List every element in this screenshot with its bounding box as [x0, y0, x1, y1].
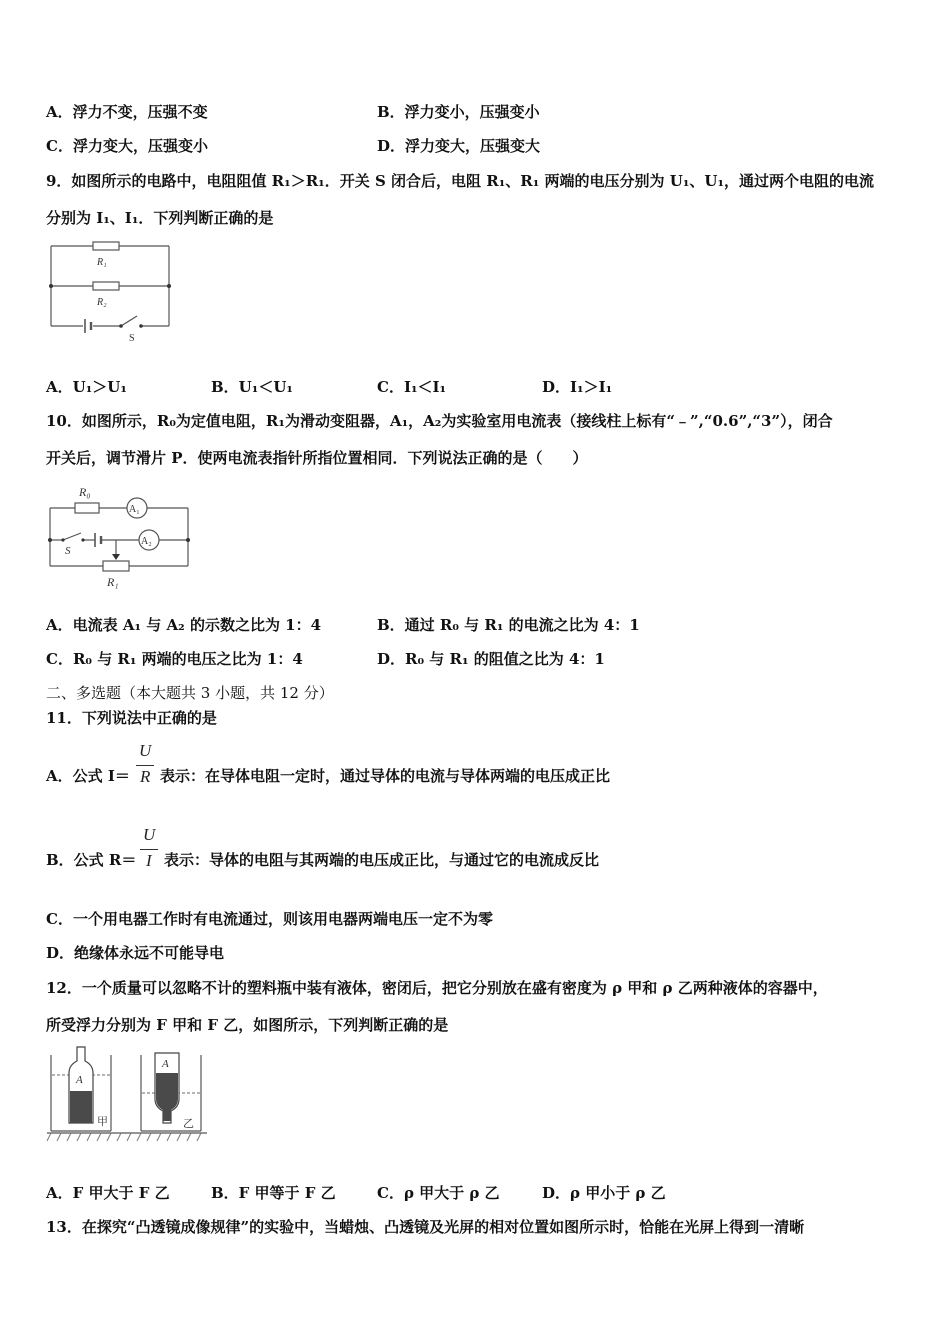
q9-fig-switch-label: S: [129, 333, 135, 344]
q8-option-d: D．浮力变大，压强变大: [377, 137, 541, 155]
q11-option-b-denominator: I: [146, 851, 152, 870]
q9-option-d: D．I₁＞I₁: [542, 378, 613, 396]
q10-option-c: C．R₀ 与 R₁ 两端的电压之比为 1：4: [46, 650, 303, 668]
q8-option-b: B．浮力变小，压强变小: [377, 103, 540, 121]
q9-fig-r1-label: R₁: [97, 257, 107, 268]
q10-fig-a2-label: A₂: [141, 536, 152, 547]
q10-stem-line2: 开关后，调节滑片 P．使两电流表指针所指位置相同．下列说法正确的是（ ）: [46, 449, 588, 467]
q11-option-a-prefix: A．公式 I＝: [46, 767, 130, 785]
q8-option-a: A．浮力不变，压强不变: [46, 103, 208, 121]
q12-fig-left-label: 甲: [97, 1116, 108, 1128]
q10-fig-a1-label: A₁: [129, 504, 140, 515]
q11-option-b-fraction-bar: [140, 849, 158, 850]
q10-fig-r1-label: R₁: [107, 575, 119, 589]
q10-fig-r0-label: R₀: [79, 485, 91, 499]
q11-option-a-text: 表示：在导体电阻一定时，通过导体的电流与导体两端的电压成正比: [160, 767, 611, 785]
q10-option-b: B．通过 R₀ 与 R₁ 的电流之比为 4：1: [377, 616, 640, 634]
q10-fig-switch-label: S: [65, 545, 71, 557]
q12-bottles-figure: [45, 1043, 210, 1148]
q10-stem-line1: 10．如图所示，R₀为定值电阻，R₁为滑动变阻器，A₁，A₂为实验室用电流表（接线柱上标有“﹣”,“0.6”,“3”），闭合: [46, 412, 833, 430]
q9-fig-r2-label: R₂: [97, 297, 107, 308]
q12-stem-line2: 所受浮力分别为 F 甲和 F 乙，如图所示，下列判断正确的是: [46, 1016, 449, 1034]
q12-stem-line1: 12．一个质量可以忽略不计的塑料瓶中装有液体，密闭后，把它分别放在盛有密度为 ρ 甲和 ρ 乙两种液体的容器中，: [46, 979, 828, 997]
q9-stem-line2: 分别为 I₁、I₁．下列判断正确的是: [46, 209, 274, 227]
q11-option-d: D．绝缘体永远不可能导电: [46, 944, 225, 962]
q11-stem: 11．下列说法中正确的是: [46, 709, 217, 727]
q11-option-c: C．一个用电器工作时有电流通过，则该用电器两端电压一定不为零: [46, 910, 493, 928]
q11-option-b-prefix: B．公式 R＝: [46, 851, 137, 869]
q13-stem-line1: 13．在探究“凸透镜成像规律”的实验中，当蜡烛、凸透镜及光屏的相对位置如图所示时，恰能在光屏上得到一清晰: [46, 1218, 805, 1236]
q9-circuit-diagram: [45, 240, 175, 345]
q11-option-a-fraction-bar: [136, 765, 154, 766]
q10-option-d: D．R₀ 与 R₁ 的阻值之比为 4：1: [377, 650, 605, 668]
q12-fig-right-label: 乙: [183, 1118, 194, 1130]
q11-option-a-denominator: R: [140, 767, 151, 786]
q9-option-c: C．I₁＜I₁: [377, 378, 447, 396]
q12-option-d: D．ρ 甲小于 ρ 乙: [542, 1184, 666, 1202]
q9-option-a: A．U₁＞U₁: [46, 378, 127, 396]
section-heading: 二、多选题（本大题共 3 小题，共 12 分）: [46, 684, 334, 702]
q11-option-b-text: 表示：导体的电阻与其两端的电压成正比，与通过它的电流成反比: [164, 851, 600, 869]
q9-option-b: B．U₁＜U₁: [211, 378, 293, 396]
q12-option-b: B．F 甲等于 F 乙: [211, 1184, 336, 1202]
q9-stem-line1: 9．如图所示的电路中，电阻阻值 R₁＞R₁．开关 S 闭合后，电阻 R₁、R₁ 两端的电压分别为 U₁、U₁，通过两个电阻的电流: [46, 172, 875, 190]
q11-option-a-numerator: U: [139, 741, 152, 760]
q10-option-a: A．电流表 A₁ 与 A₂ 的示数之比为 1：4: [46, 616, 322, 634]
q10-circuit-diagram: [45, 478, 195, 593]
q12-option-c: C．ρ 甲大于 ρ 乙: [377, 1184, 500, 1202]
q12-fig-right-a-label: A: [162, 1058, 169, 1070]
q12-option-a: A．F 甲大于 F 乙: [46, 1184, 170, 1202]
q11-option-b-numerator: U: [143, 825, 156, 844]
q8-option-c: C．浮力变大，压强变小: [46, 137, 208, 155]
q12-fig-left-a-label: A: [76, 1074, 83, 1086]
